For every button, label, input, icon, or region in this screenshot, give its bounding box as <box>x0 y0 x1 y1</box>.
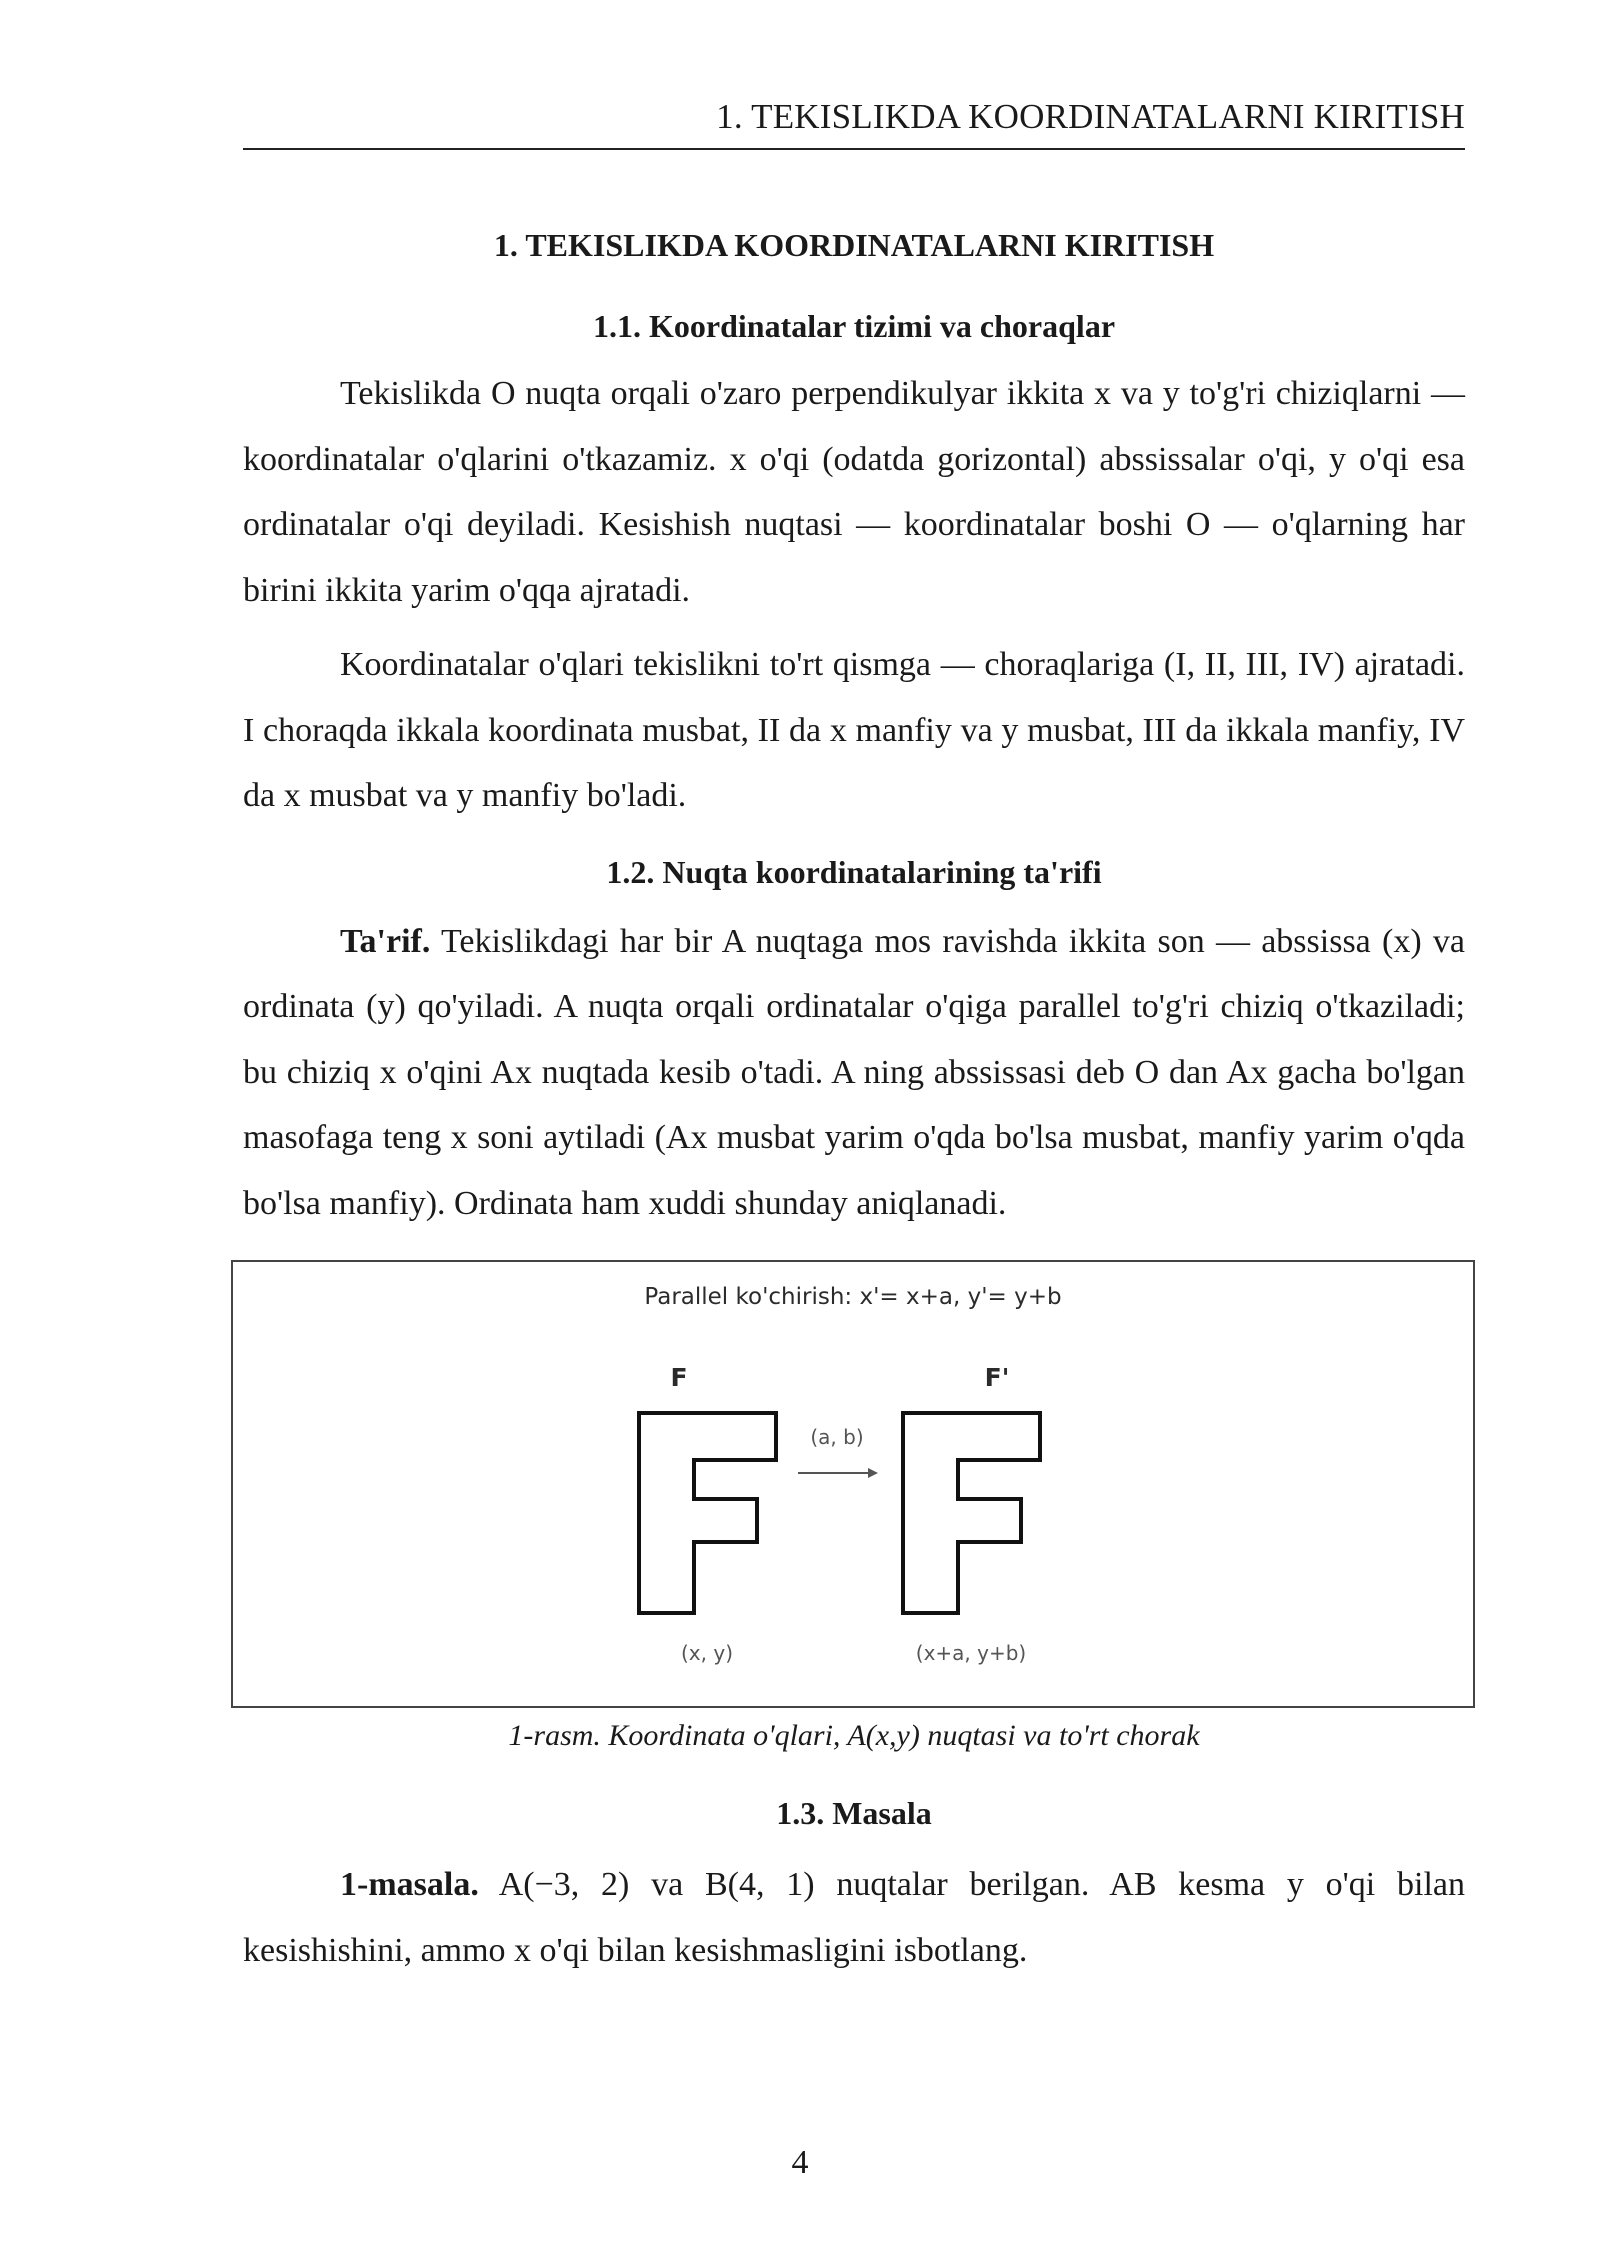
letter-f-translated <box>903 1413 1040 1613</box>
coords-original-label: (x, y) <box>681 1641 733 1665</box>
definition-text: Tekislikdagi har bir A nuqtaga mos ravishda ikkita son — abssissa (x) va ordinata (y) qo'yiladi. A nuqta orqali ordinatalar o'qiga parallel to'g'ri chiziq o'tkaziladi; bu chiziq x o'qini Ax nuqtada kesib o'tadi. A ning abssissasi deb O dan Ax gacha bo'lgan masofaga teng x soni aytiladi (Ax musbat yarim o'qda bo'lsa musbat, manfiy yarim o'qda bo'lsa manfiy). Ordinata ham xuddi shunday aniqlanadi. <box>243 922 1465 1222</box>
page-number: 4 <box>791 2144 809 2181</box>
figure-frame <box>231 1260 1475 1708</box>
figure-illustration <box>233 1262 1473 1706</box>
paragraph-quadrants: Koordinatalar o'qlari tekislikni to'rt qismga — choraqlariga (I, II, III, IV) ajratadi. I choraqda ikkala koordinata musbat, II da x manfiy va y musbat, III da ikkala manfiy, IV da x musbat va y manfiy bo'ladi. <box>243 646 1465 814</box>
figure-label-f: F <box>670 1363 688 1392</box>
translation-arrow-icon <box>798 1468 878 1478</box>
running-header: 1. TEKISLIKDA KOORDINATALARNI KIRITISH <box>716 97 1465 136</box>
figure-caption: 1-rasm. Koordinata o'qlari, A(x,y) nuqtasi va to'rt chorak <box>508 1719 1200 1752</box>
problem-text: A(−3, 2) va B(4, 1) nuqtalar berilgan. AB kesma y o'qi bilan kesishishini, ammo x o'qi bilan kesishmasligini isbotlang. <box>243 1866 1465 1969</box>
letter-f-original <box>639 1413 776 1613</box>
section-heading-1-1: 1.1. Koordinatalar tizimi va choraqlar <box>592 308 1116 344</box>
figure-title: Parallel ko'chirish: x'= x+a, y'= y+b <box>644 1284 1062 1310</box>
section-heading-1-3: 1.3. Masala <box>776 1795 932 1831</box>
paragraph-definition <box>243 909 1465 1237</box>
paragraph-problem <box>243 1852 1465 1983</box>
translation-vector-label: (a, b) <box>810 1425 864 1449</box>
page-content <box>243 218 1465 1983</box>
coords-translated-label: (x+a, y+b) <box>915 1641 1027 1665</box>
paragraph-axes: Tekislikda O nuqta orqali o'zaro perpendikulyar ikkita x va y to'g'ri chiziqlarni — koordinatalar o'qlarini o'tkazamiz. x o'qi (odatda gorizontal) abssissalar o'qi, y o'qi esa ordinatalar o'qi deyiladi. Kesishish nuqtasi — koordinatalar boshi O — o'qlarning har birini ikkita yarim o'qqa ajratadi. <box>243 375 1465 609</box>
definition-label: Ta'rif. <box>340 922 431 960</box>
section-heading-1-2: 1.2. Nuqta koordinatalarining ta'rifi <box>606 853 1102 890</box>
problem-label: 1-masala. <box>340 1866 479 1903</box>
chapter-title: 1. TEKISLIKDA KOORDINATALARNI KIRITISH <box>493 227 1215 263</box>
header-rule <box>243 148 1465 150</box>
figure-label-f-prime: F' <box>984 1363 1010 1392</box>
